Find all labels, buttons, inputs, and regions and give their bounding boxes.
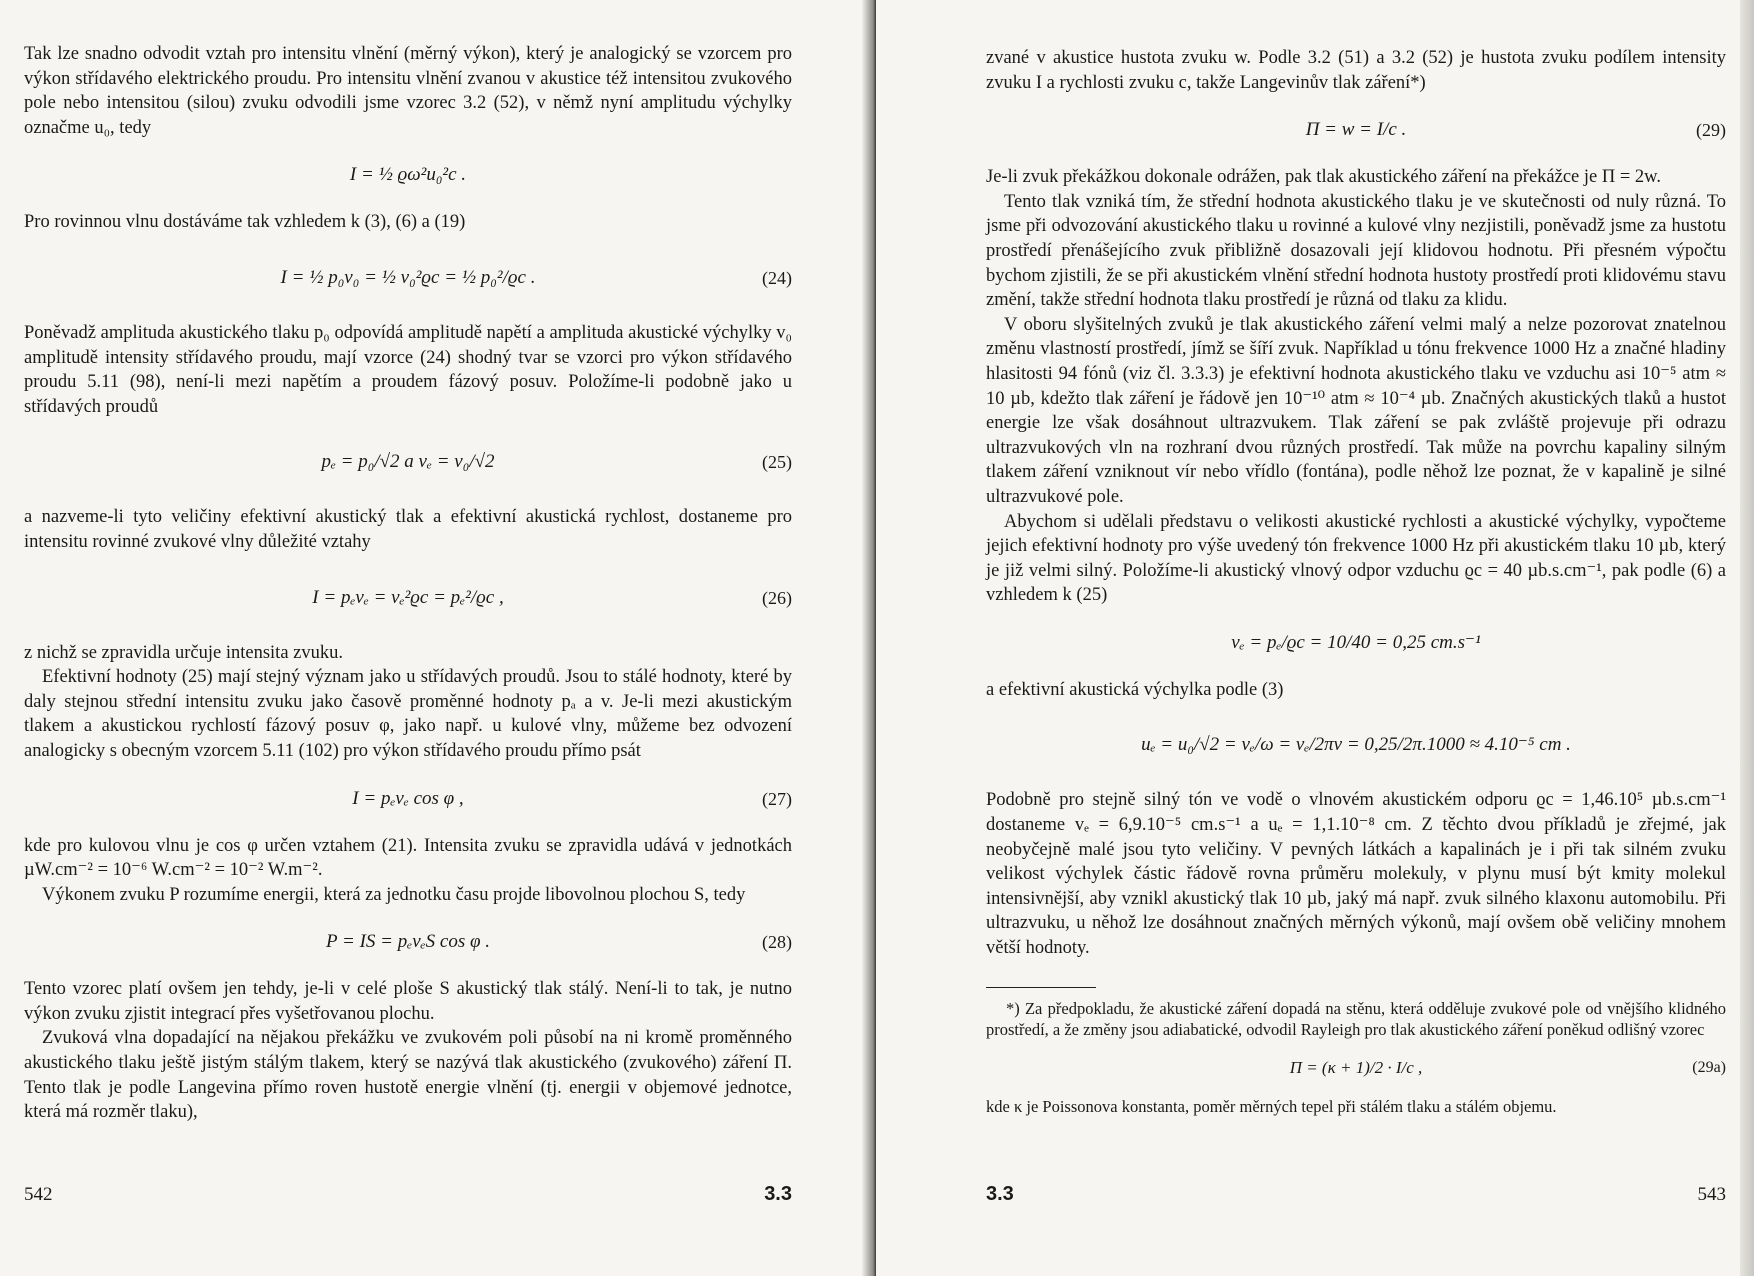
paragraph: Tak lze snadno odvodit vztah pro intensitu vlnění (měrný výkon), který je analogický se vzorcem pro výkon střídavého elektrického proudu. Pro intensitu vlnění zvanou v akustice též intensitou zvukového pole nebo intensitou (silou) zvuku odvodili jsme vzorec 3.2 (52), v němž nyní amplitudu výchylky označme u₀, tedy: [24, 44, 792, 138]
equation-24: [24, 255, 792, 301]
page-edge: [1740, 0, 1754, 1276]
paragraph: Abychom si udělali představu o velikosti akustické rychlosti a akustické výchylky, vypočteme jejich efektivní hodnoty pro výše uvedený tón frekvence 1000 Hz při akustickém tlaku 10 µb, který je již velmi silný. Položíme-li akustický vlnový odpor vzduchu ϱc = 40 µb.s.cm⁻¹, pak podle (6) a vzhledem k (25): [986, 511, 1726, 606]
equation-ve: [986, 624, 1726, 662]
paragraph: kde pro kulovou vlnu je cos φ určen vztahem (21). Intensita zvuku se zpravidla udává v jednotkách µW.cm⁻² = 10⁻⁶ W.cm⁻² = 10⁻² W.m⁻².: [24, 835, 792, 881]
equation-number: (29): [1696, 120, 1726, 141]
right-page: [876, 0, 1754, 1276]
equation-29: [986, 111, 1726, 149]
paragraph: a efektivní akustická výchylka podle (3): [986, 679, 1284, 700]
equation-ue: [986, 722, 1726, 768]
equation-29a: [986, 1048, 1726, 1088]
equation-25: [24, 439, 792, 485]
paragraph: z nichž se zpravidla určuje intensita zvuku.: [24, 642, 343, 663]
equation-26: [24, 575, 792, 621]
paragraph: Pro rovinnou vlnu dostáváme tak vzhledem k (3), (6) a (19): [24, 212, 466, 233]
equation-number: (28): [762, 932, 792, 953]
equation-number: (26): [762, 587, 792, 608]
paragraph: V oboru slyšitelných zvuků je tlak akustického záření velmi malý a nelze pozorovat znatelnou změnu vlastností prostředí, jímž se šíří zvuk. Například u tónu frekvence 1000 Hz a značné hladiny hlasitosti 94 fónů (viz čl. 3.3.3) je efektivní hodnota akustického tlaku ve vzduchu asi 10⁻⁵ atm ≈ 10 µb, kdežto tlak záření je řádově jen 10⁻¹⁰ atm ≈ 10⁻⁴ µb. Značných akustických tlaků a hustot energie lze však dosáhnout ultrazvukem. Tlak záření se pak zvláště projevuje při odrazu ultrazvukových vln na rozhraní dvou různých prostředí. Tak může na povrchu kapaliny silným tlakem záření vzniknout vír nebo vřídlo (fontána), podle něhož lze poznat, že v kapalině je silné ultrazvukové pole.: [986, 314, 1726, 507]
page-number: 543: [1697, 1184, 1726, 1205]
paragraph: Tento tlak vzniká tím, že střední hodnota akustického tlaku je ve skutečnosti od nuly různá. To jsme při odvozování akustického tlaku u rovinné a kulové vlny nezjistili, poněvadž jsme za hustotu prostředí přenášejícího zvuk přibližně dosazovali její klidovou hodnotu. Při přesném výpočtu bychom zjistili, že se při akustickém vlnění střední hodnota hustoty prostředí proti klidovému stavu změní, takže střední hodnota tlaku prostředí je různá od tlaku za klidu.: [986, 191, 1726, 311]
footnote-continuation: kde κ je Poissonova konstanta, poměr měrných tepel při stálém tlaku a stálém objemu.: [986, 1096, 1557, 1116]
equation-text: I = pₑvₑ = vₑ²ϱc = pₑ²/ϱc ,: [312, 586, 504, 608]
equation-27: [24, 780, 792, 818]
equation-text: I = ½ p₀v₀ = ½ v₀²ϱc = ½ p₀²/ϱc .: [280, 266, 536, 288]
equation-text: Π = (κ + 1)/2 · I/c ,: [1289, 1057, 1423, 1077]
equation-text: I = ½ ϱω²u₀²c .: [349, 164, 467, 186]
equation-number: (25): [762, 452, 792, 473]
paragraph: Výkonem zvuku P rozumíme energii, která za jednotku času projde libovolnou plochou S, tedy: [42, 884, 746, 905]
paragraph: zvané v akustice hustota zvuku w. Podle 3.2 (51) a 3.2 (52) je hustota zvuku podílem intensity zvuku I a rychlosti zvuku c, takže Langevinův tlak záření*): [986, 48, 1726, 93]
equation-intensity: [24, 156, 792, 194]
equation-text: P = IS = pₑvₑS cos φ .: [326, 931, 490, 953]
equation-28: [24, 923, 792, 961]
left-page: [0, 0, 872, 1276]
equation-text: Π = w = I/c .: [1305, 119, 1407, 141]
equation-text: vₑ = pₑ/ϱc = 10/40 = 0,25 cm.s⁻¹: [1231, 631, 1481, 653]
paragraph: Podobně pro stejně silný tón ve vodě o vlnovém akustickém odporu ϱc = 1,46.10⁵ µb.s.cm⁻¹ dostaneme vₑ = 6,9.10⁻⁵ cm.s⁻¹ a uₑ = 1,1.10⁻⁸ cm. Z těchto dvou příkladů je zřejmé, jak neobyčejně malé jsou tyto veličiny. V pevných látkách a kapalinách je i při tak silném zvuku velikost výchylek částic řádově rovna průměru molekuly, v plynu musí být kmity molekul intensivnější, aby vznikl akustický tlak 10 µb, jaký má např. zvuk silného klaxonu automobilu. Při ultrazvuku, u něhož lze dosáhnout značných měrných výkonů, mají ovšem obě veličiny mnohem větší hodnoty.: [986, 790, 1726, 959]
section-label: 3.3: [986, 1183, 1014, 1205]
footnote-divider: [986, 987, 1096, 988]
section-label: 3.3: [764, 1183, 792, 1205]
paragraph: a nazveme-li tyto veličiny efektivní akustický tlak a efektivní akustická rychlost, dostaneme pro intensitu rovinné zvukové vlny důležité vztahy: [24, 507, 792, 552]
footnote: *) Za předpokladu, že akustické záření dopadá na stěnu, která odděluje zvukové pole od vnějšího klidného prostředí, a že změny jsou adiabatické, odvodil Rayleigh pro tlak akustického záření poněkud odlišný vzorec: [986, 998, 1726, 1039]
equation-text: pₑ = p₀/√2 a vₑ = v₀/√2: [321, 451, 495, 473]
paragraph: Zvuková vlna dopadající na nějakou překážku ve zvukovém poli působí na ni kromě proměnného akustického tlaku ještě jistým stálým tlakem, který se nazývá tlak akustického (zvukového) záření Π. Tento tlak je podle Langevina přímo roven hustotě energie vlnění (tj. energii v objemové jednotce, která má rozměr tlaku),: [24, 1028, 792, 1123]
paragraph: Poněvadž amplituda akustického tlaku p₀ odpovídá amplitudě napětí a amplituda akustické výchylky v₀ amplitudě intensity střídavého proudu, mají vzorce (24) shodný tvar se vzorci pro výkon střídavého proudu 5.11 (98), není-li mezi napětím a proudem fázový posuv. Položíme-li podobně jako u střídavých proudů: [24, 322, 792, 417]
paragraph: Tento vzorec platí ovšem jen tehdy, je-li v celé ploše S akustický tlak stálý. Není-li to tak, je nutno výkon zvuku zjistit integrací přes vyšetřovanou plochu.: [24, 979, 792, 1024]
equation-text: I = pₑvₑ cos φ ,: [352, 787, 464, 809]
paragraph: Efektivní hodnoty (25) mají stejný význam jako u střídavých proudů. Jsou to stálé hodnoty, které by daly stejnou střední intensitu zvuku jako časově proměnné hodnoty pₐ a v. Je-li mezi akustickým tlakem a akustickou rychlostí fázový posuv φ, jako např. u kulové vlny, můžeme bez odvození analogicky s obecným vzorcem 5.11 (102) pro výkon střídavého proudu přímo psát: [24, 667, 792, 761]
equation-number: (24): [762, 267, 792, 288]
paragraph: Je-li zvuk překážkou dokonale odrážen, pak tlak akustického záření na překážce je Π = 2w.: [986, 167, 1661, 188]
page-number: 542: [24, 1184, 53, 1205]
equation-number: (27): [762, 788, 792, 809]
equation-number: (29a): [1692, 1058, 1726, 1076]
equation-text: uₑ = u₀/√2 = vₑ/ω = vₑ/2πν = 0,25/2π.1000 ≈ 4.10⁻⁵ cm .: [1141, 734, 1571, 756]
